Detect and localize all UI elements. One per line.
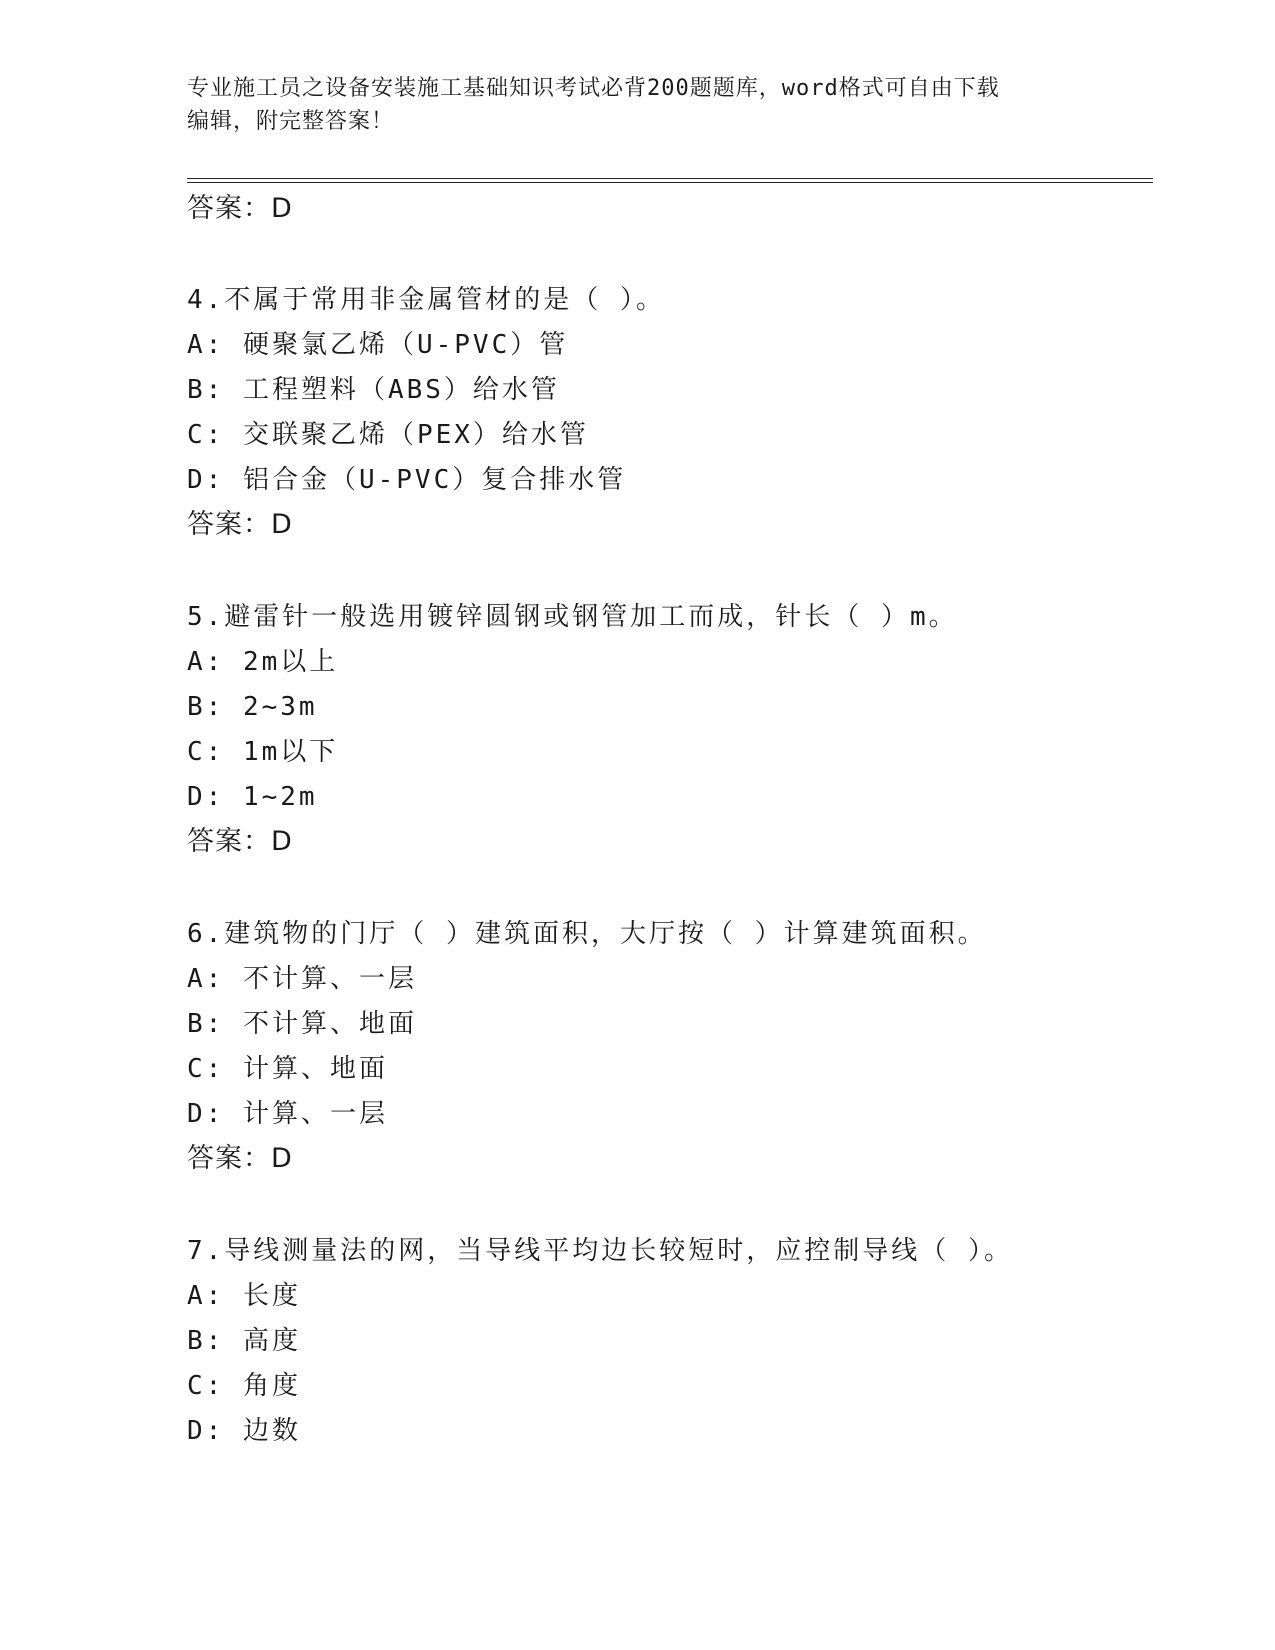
question-7-option-d: D: 边数 bbox=[187, 1416, 301, 1446]
question-6-option-c: C: 计算、地面 bbox=[187, 1054, 388, 1084]
question-5-option-d: D: 1~2m bbox=[187, 782, 318, 812]
question-6-option-b: B: 不计算、地面 bbox=[187, 1009, 417, 1039]
question-4-option-d: D: 铝合金（U-PVC）复合排水管 bbox=[187, 465, 627, 495]
question-6-stem: 6.建筑物的门厅（ ）建筑面积，大厅按（ ）计算建筑面积。 bbox=[187, 919, 987, 949]
question-4-option-b: B: 工程塑料（ABS）给水管 bbox=[187, 375, 560, 405]
answer-q3: 答案：D bbox=[187, 193, 293, 224]
question-4-option-a: A: 硬聚氯乙烯（U-PVC）管 bbox=[187, 330, 569, 360]
question-6-option-a: A: 不计算、一层 bbox=[187, 964, 417, 994]
header-divider-top bbox=[187, 178, 1153, 179]
header-line-1: 专业施工员之设备安装施工基础知识考试必背200题题库，word格式可自由下载 bbox=[187, 76, 1000, 101]
question-7-option-a: A: 长度 bbox=[187, 1281, 301, 1311]
question-6-option-d: D: 计算、一层 bbox=[187, 1099, 388, 1129]
answer-q6: 答案：D bbox=[187, 1143, 293, 1174]
answer-q4: 答案：D bbox=[187, 509, 293, 540]
question-7-option-c: C: 角度 bbox=[187, 1371, 301, 1401]
question-5-option-c: C: 1m以下 bbox=[187, 737, 339, 767]
question-7-option-b: B: 高度 bbox=[187, 1326, 301, 1356]
question-5-stem: 5.避雷针一般选用镀锌圆钢或钢管加工而成，针长（ ）m。 bbox=[187, 602, 958, 632]
question-4-option-c: C: 交联聚乙烯（PEX）给水管 bbox=[187, 420, 589, 450]
header-divider-bottom bbox=[187, 182, 1153, 183]
question-5-option-b: B: 2~3m bbox=[187, 692, 318, 722]
document-header bbox=[187, 72, 1087, 138]
header-line-2: 编辑，附完整答案！ bbox=[187, 109, 395, 134]
answer-q5: 答案：D bbox=[187, 826, 293, 857]
question-4-stem: 4.不属于常用非金属管材的是（ ）。 bbox=[187, 285, 665, 315]
question-7-stem: 7.导线测量法的网，当导线平均边长较短时，应控制导线（ ）。 bbox=[187, 1236, 1013, 1266]
question-5-option-a: A: 2m以上 bbox=[187, 647, 339, 677]
